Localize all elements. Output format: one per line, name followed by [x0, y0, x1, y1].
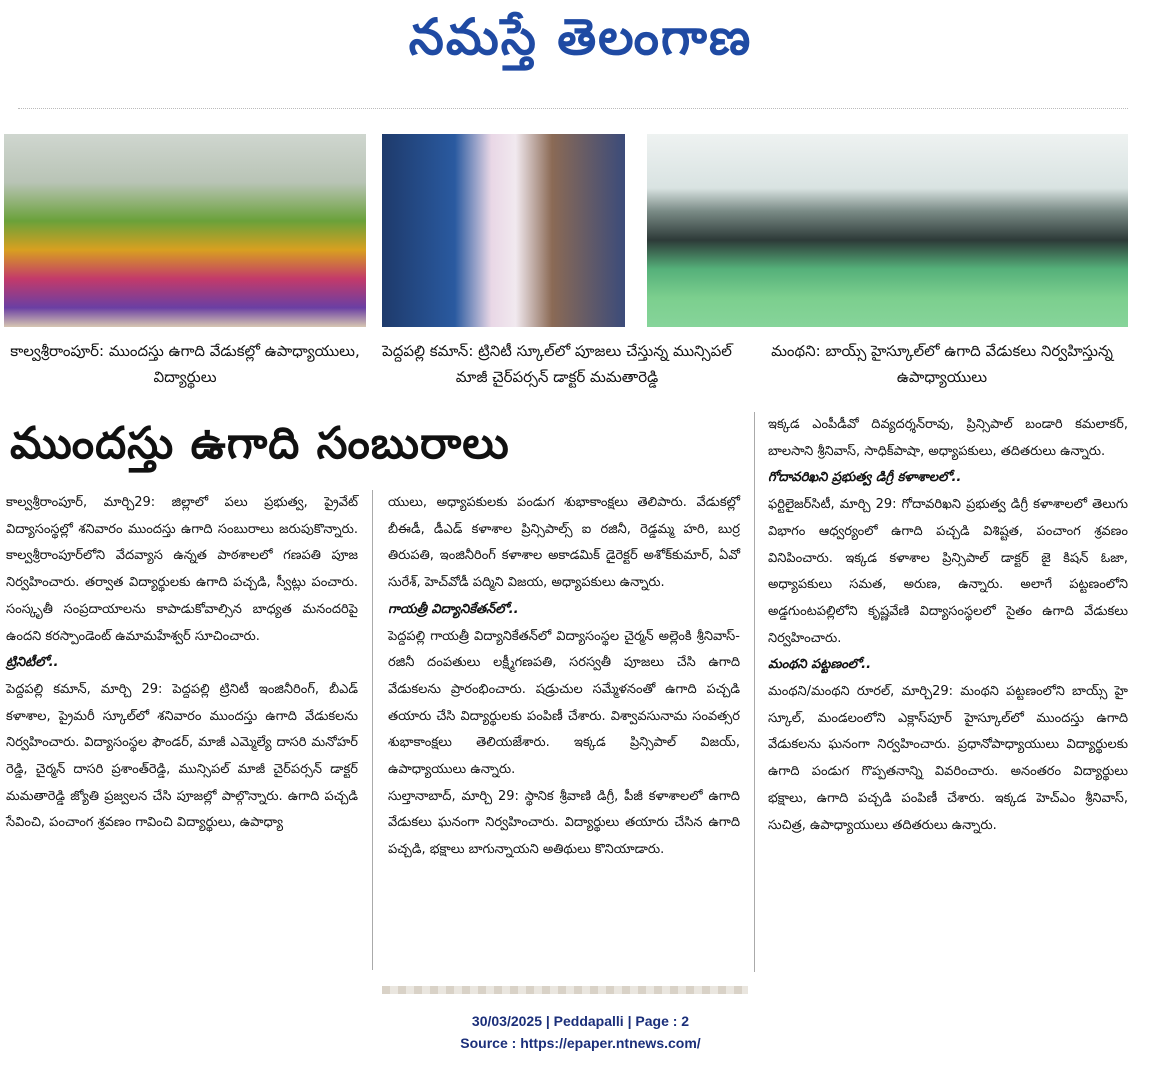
- article-paragraph: ఇక్కడ ఎంపీడీవో దివ్యదర్శన్‌రావు, ప్రిన్సిపాల్ బండారి కమలాకర్, బాలసాని శ్రీనివాస్, సాధిక్‌పాషా, అధ్యాపకులు, తదితరులు ఉన్నారు.: [768, 417, 1128, 459]
- article-paragraph: మంథని/మంథని రూరల్, మార్చి29: మంథని పట్టణంలోని బాయ్స్ హై స్కూల్, మండలంలోని ఎక్లాస్‌పూర్ హైస్కూల్‌లో ముందస్తు ఉగాది వేడుకలను ఘనంగా నిర్వహించారు. ప్రధానోపాధ్యాయులు విద్యార్థులకు ఉగాది పండుగ గొప్పతనాన్ని వివరించారు. అనంతరం విద్యార్థులు భక్షాలు, ఉగాది పచ్చడి పంపిణీ చేశారు. ఇక్కడ హెచ్‌ఎం శ్రీనివాస్, సుచిత్ర, ఉపాధ్యాయులు తదితరులు ఉన్నారు.: [768, 684, 1128, 833]
- footer-date-page: 30/03/2025 | Peddapalli | Page : 2: [471, 1013, 690, 1029]
- masthead-logo: నమస్తే తెలంగాణ: [408, 8, 753, 66]
- photo-caption-1: కాల్వశ్రీరాంపూర్: ముందస్తు ఉగాది వేడుకల్లో ఉపాధ్యాయులు, విద్యార్థులు: [10, 342, 360, 386]
- article-column-2: [388, 490, 740, 864]
- article-column-3: [768, 412, 1128, 839]
- photo-caption-2: పెద్దపల్లి కమాన్: ట్రినిటీ స్కూల్‌లో పూజలు చేస్తున్న మున్సిపల్ మాజీ చైర్‌పర్సన్ డాక్టర్ మమతారెడ్డి: [382, 342, 732, 386]
- article-paragraph: ఫర్టిలైజర్‌సిటీ, మార్చి 29: గోదావరిఖని ప్రభుత్వ డిగ్రీ కళాశాలలో తెలుగు విభాగం ఆధ్వర్యంలో ఉగాది పచ్చడి విశిష్టత, పంచాంగ శ్రవణం వినిపించారు. ఇక్కడ కళాశాల ప్రిన్సిపాల్ డాక్టర్ జై కిషన్ ఓజా, అధ్యాపకులు సమత, అరుణ, ఉన్నారు. అలాగే పట్టణంలోని అడ్డగుంటపల్లిలోని కృష్ణవేణి విద్యాసంస్థలలో సైతం ఉగాది వేడుకలు నిర్వహించారు.: [768, 497, 1128, 646]
- column-divider: [754, 412, 755, 972]
- article-paragraph: సుల్తానాబాద్, మార్చి 29: స్థానిక శ్రీవాణి డిగ్రీ, పీజీ కళాశాలలో ఉగాది వేడుకలు ఘనంగా నిర్వహించారు. విద్యార్థులు తయారు చేసిన ఉగాది పచ్చడి, భక్షాలు బాగున్నాయని అతిథులు కొనియాడారు.: [388, 788, 740, 858]
- footer-source-link[interactable]: Source : https://epaper.ntnews.com/: [460, 1035, 701, 1051]
- column-divider: [372, 490, 373, 970]
- section-subheading: గాయత్రీ విద్యానికేతన్‌లో..: [388, 601, 519, 617]
- bottom-strip: [382, 986, 748, 994]
- article-paragraph: యులు, అధ్యాపకులకు పండుగ శుభాకాంక్షలు తెలిపారు. వేడుకల్లో బీఈడీ, డీఎడ్ కళాశాల ప్రిన్సిపాల్స్ ఐ రజినీ, రెడ్డమ్మ హరి, బుర్ర తిరుపతి, ఇంజినీరింగ్ కళాశాల అకాడమిక్ డైరెక్టర్ అశోక్‌కుమార్, ఏవో సురేశ్, హెచ్‌వోడీ పద్మిని విజయ, అధ్యాపకులు ఉన్నారు.: [388, 495, 740, 591]
- article-paragraph: కాల్వశ్రీరాంపూర్, మార్చి29: జిల్లాలో పలు ప్రభుత్వ, ప్రైవేట్ విద్యాసంస్థల్లో శనివారం ముందస్తు ఉగాది సంబురాలు జరుపుకొన్నారు. కాల్వశ్రీరాంపూర్‌లోని వేదవ్యాస ఉన్నత పాఠశాలలో గణపతి పూజ నిర్వహించారు. తర్వాత విద్యార్థులకు ఉగాది పచ్చడి, స్వీట్లు పంచారు. సంస్కృతీ సంప్రదాయాలను కాపాడుకోవాల్సిన బాధ్యత మనందరిపై ఉందని కరస్పాండెంట్ ఉమామహేశ్వర్ సూచించారు.: [6, 495, 358, 644]
- article-headline: ముందస్తు ఉగాది సంబురాలు: [10, 418, 510, 469]
- photo-caption-3: మంథని: బాయ్స్ హైస్కూల్‌లో ఉగాది వేడుకలు నిర్వహిస్తున్న ఉపాధ్యాయులు: [771, 342, 1113, 386]
- section-subheading: ట్రినిటీలో..: [6, 655, 59, 671]
- top-strip-divider: [18, 94, 1128, 109]
- photo-peddapalli-kaman: [382, 134, 625, 327]
- section-subheading: మంథని పట్టణంలో..: [768, 657, 872, 673]
- photo-kalvasriram-pur: [4, 134, 366, 327]
- article-paragraph: పెద్దపల్లి కమాన్, మార్చి 29: పెద్దపల్లి ట్రినిటీ ఇంజినీరింగ్, బీఎడ్ కళాశాల, ప్రైమరీ స్కూల్‌లో శనివారం ముందస్తు ఉగాది వేడుకలను నిర్వహించారు. విద్యాసంస్థల ఫౌండర్, మాజీ ఎమ్మెల్యే దాసరి మనోహర్ రెడ్డి, చైర్మన్ దాసరి ప్రశాంత్‌రెడ్డి, మున్సిపల్ మాజీ చైర్‌పర్సన్ డాక్టర్ మమతారెడ్డి జ్యోతి ప్రజ్వలన చేసి పూజల్లో పాల్గొన్నారు. ఉగాది పచ్చడి సేవించి, పంచాంగ శ్రవణం గావించి విద్యార్థులు, ఉపాధ్యా: [6, 681, 358, 831]
- photo-manthani: [647, 134, 1128, 327]
- article-column-1: [6, 490, 358, 837]
- article-paragraph: పెద్దపల్లి గాయత్రీ విద్యానికేతన్‌లో విద్యాసంస్థల చైర్మన్ అల్లెంకి శ్రీనివాస్-రజినీ దంపతులు లక్ష్మీగణపతి, సరస్వతీ పూజలు చేసి ఉగాది వేడుకలను ప్రారంభించారు. షడ్రుచుల సమ్మేళనంతో ఉగాది పచ్చడి తయారు చేసి విద్యార్థులకు పంపిణీ చేశారు. విశ్వావసునామ సంవత్సర శుభాకాంక్షలు తెలియజేశారు. ఇక్కడ ప్రిన్సిపాల్ విజయ్, ఉపాధ్యాయులు ఉన్నారు.: [388, 628, 740, 778]
- section-subheading: గోదావరిఖని ప్రభుత్వ డిగ్రీ కళాశాలలో..: [768, 470, 962, 486]
